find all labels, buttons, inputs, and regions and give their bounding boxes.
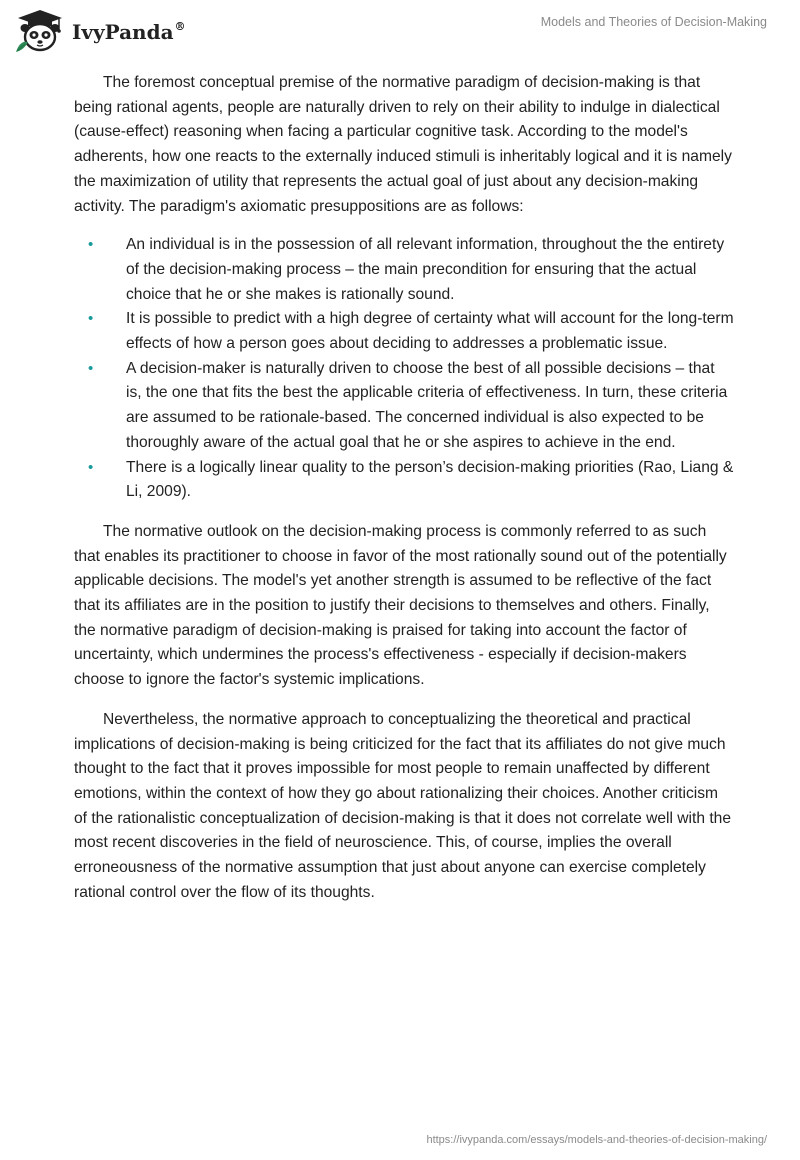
document-running-title: Models and Theories of Decision-Making bbox=[540, 15, 767, 29]
list-item-text: It is possible to predict with a high degree of certainty what will account for the long-term effects of how a person goes about deciding to addresses a problematic issue. bbox=[126, 310, 734, 353]
paragraph-normative-criticism: Nevertheless, the normative approach to conceptualizing the theoretical and practical implications of decision-making is being criticized for the fact that its affiliates do not give much thought to the fact that it proves impossible for most people to remain unaffected by different emotions, within the context of how they go about rationalizing their choices. Another criticism of the rationalistic conceptualization of decision-making is that it does not correlate well with the most recent discoveries in the field of neuroscience. This, of course, implies the overall erroneousness of the normative assumption that just about anyone can exercise completely rational control over the flow of its thoughts. bbox=[74, 710, 732, 901]
brand-name: IvyPanda® bbox=[72, 20, 186, 44]
list-item bbox=[74, 357, 734, 456]
bullet-icon: • bbox=[88, 359, 94, 377]
registered-mark: ® bbox=[174, 20, 186, 33]
list-item-text: There is a logically linear quality to the person’s decision-making priorities (Rao, Liang & Li, 2009). bbox=[126, 458, 734, 501]
list-item bbox=[74, 233, 734, 307]
list-item-text: A decision-maker is naturally driven to choose the best of all possible decisions – that is, the one that fits the best the applicable criteria of effectiveness. In turn, these criteria are assumed to be rationale-based. The concerned individual is also expected to be thoroughly aware of the actual goal that he or she aspires to achieve in the end. bbox=[126, 359, 728, 451]
page-header bbox=[0, 0, 800, 62]
ivypanda-logo[interactable] bbox=[14, 8, 186, 54]
bullet-icon: • bbox=[88, 236, 94, 254]
list-item bbox=[74, 307, 734, 356]
presuppositions-list bbox=[74, 233, 734, 505]
paragraph-normative-premise: The foremost conceptual premise of the normative paradigm of decision-making is that being rational agents, people are naturally driven to rely on their ability to indulge in dialectical (cause-effect) reasoning when facing a particular cognitive task. According to the model's adherents, how one reacts to the externally induced stimuli is inheritably logical and it is namely the maximization of utility that represents the actual goal of just about any decision-making activity. The paradigm's axiomatic presuppositions are as follows: bbox=[74, 74, 732, 215]
bullet-icon: • bbox=[88, 458, 94, 476]
bullet-icon: • bbox=[88, 310, 94, 328]
panda-graduate-logo-icon bbox=[14, 8, 66, 54]
essay-body bbox=[74, 71, 734, 906]
list-item bbox=[74, 456, 734, 505]
paragraph-normative-strengths: The normative outlook on the decision-making process is commonly referred to as such that enables its practitioner to choose in favor of the most rationally sound out of the potentially applicable decisions. The model's yet another strength is assumed to be reflective of the fact that its affiliates are in the position to justify their decisions to themselves and others. Finally, the normative paradigm of decision-making is praised for taking into account the factor of uncertainty, which undermines the process's effectiveness - especially if decision-makers choose to ignore the factor's systemic implications. bbox=[74, 522, 727, 689]
list-item-text: An individual is in the possession of all relevant information, throughout the the entirety of the decision-making process – the main precondition for ensuring that the actual choice that he or she makes is rationally sound. bbox=[126, 236, 725, 303]
source-url[interactable]: https://ivypanda.com/essays/models-and-theories-of-decision-making/ bbox=[426, 1134, 767, 1146]
